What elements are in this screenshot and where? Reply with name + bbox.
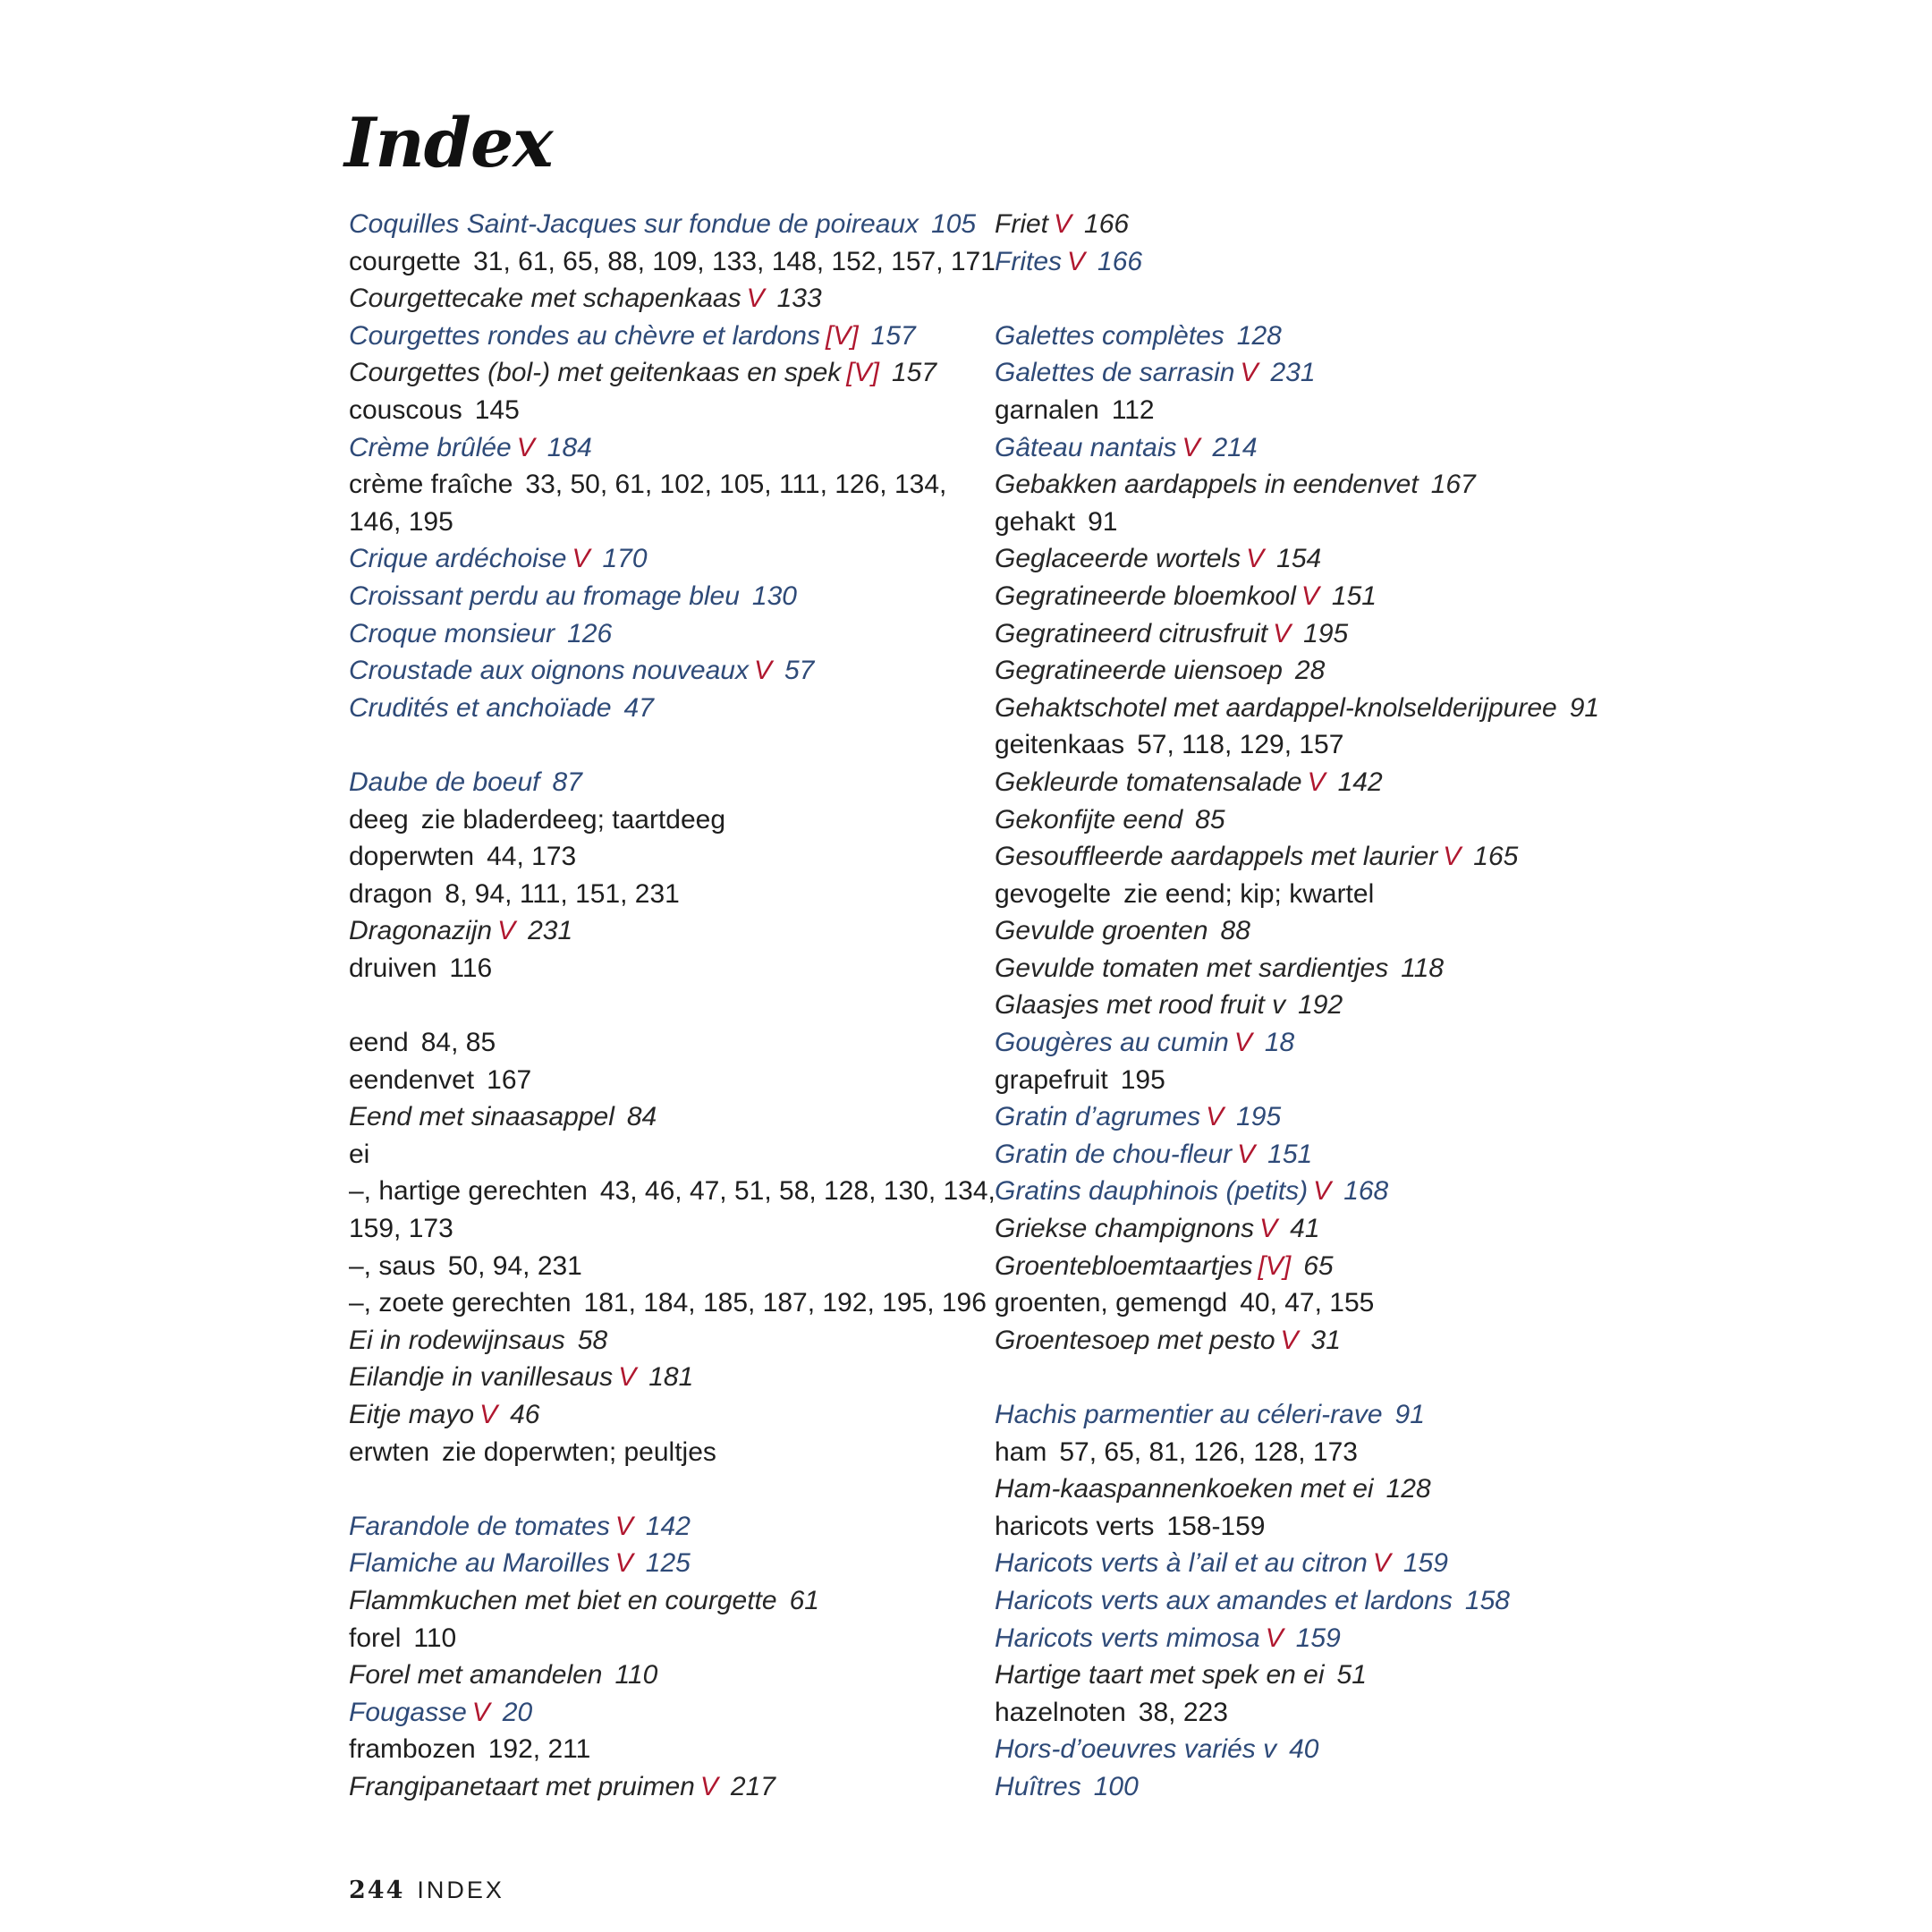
entry-pages: 44, 173 (487, 842, 577, 872)
entry-term: Daube de boeuf (349, 767, 540, 797)
entry-term: Crème brûlée (349, 432, 512, 462)
vegetarian-marker: V (572, 544, 590, 574)
entry-pages: 58 (577, 1325, 608, 1355)
entry-term: Gehaktschotel met aardappel-knolselderijpuree (995, 692, 1557, 723)
entry-pages: 151 (1331, 580, 1377, 611)
index-entry (349, 540, 975, 578)
index-entry (349, 1173, 996, 1210)
index-entry (995, 690, 1674, 727)
index-entry (349, 838, 975, 876)
index-entry (349, 912, 975, 950)
index-entry (995, 1248, 1674, 1285)
entry-term: Haricots verts mimosa (995, 1623, 1260, 1653)
entry-pages: zie doperwten; peultjes (442, 1436, 716, 1467)
index-entry (349, 1024, 975, 1062)
index-spacer (349, 987, 975, 1024)
entry-term: Eilandje in vanillesaus (349, 1362, 614, 1393)
entry-term: Gegratineerd citrusfruit (995, 618, 1268, 648)
entry-pages: zie bladerdeeg; taartdeeg (420, 804, 726, 835)
index-entry (349, 1396, 975, 1434)
entry-pages: 130 (751, 580, 797, 611)
entry-pages: 170 (602, 544, 648, 574)
entry-pages: 84, 85 (420, 1028, 496, 1058)
entry-pages: 157 (891, 358, 937, 388)
entry-term: Gevulde tomaten met sardientjes (995, 953, 1389, 983)
entry-pages: 40 (1289, 1734, 1319, 1765)
entry-pages: 181, 184, 185, 187, 192, 195, 196 (583, 1288, 987, 1318)
entry-term: Huîtres (995, 1771, 1081, 1801)
index-entry (995, 1210, 1674, 1248)
entry-term: Fougasse (349, 1697, 467, 1727)
entry-term: Gegratineerde uiensoep (995, 656, 1283, 686)
index-entry (349, 1620, 975, 1657)
entry-pages: 126 (567, 618, 613, 648)
index-entry (349, 615, 975, 653)
index-entry (995, 318, 1674, 355)
index-entry (349, 876, 975, 913)
entry-term: Gâteau nantais (995, 432, 1177, 462)
entry-term: Gougères au cumin (995, 1028, 1229, 1058)
index-entry (995, 876, 1674, 913)
entry-pages: 195 (1236, 1102, 1282, 1132)
entry-term: Ei in rodewijnsaus (349, 1325, 565, 1355)
entry-pages: 231 (528, 916, 573, 946)
entry-pages: 50, 94, 231 (447, 1250, 582, 1281)
entry-term: eendenvet (349, 1064, 475, 1095)
index-entry (349, 466, 975, 504)
vegetarian-marker: V (1443, 842, 1462, 872)
vegetarian-marker: V (1372, 1548, 1391, 1579)
index-entry (995, 206, 1674, 243)
entry-pages: 128 (1385, 1474, 1431, 1504)
entry-pages: 125 (645, 1548, 691, 1579)
entry-term: –, hartige gerechten (349, 1176, 588, 1207)
entry-pages: 128 (1236, 320, 1282, 351)
entry-term: Gekleurde tomatensalade (995, 767, 1302, 797)
index-entry (995, 540, 1674, 578)
vegetarian-marker: V (1280, 1325, 1299, 1355)
index-entry (995, 1694, 1674, 1732)
index-spacer (349, 1470, 975, 1508)
index-column-right (995, 206, 1674, 1806)
entry-pages: 47 (623, 692, 654, 723)
entry-pages: 195 (1120, 1064, 1165, 1095)
index-spacer (349, 726, 975, 764)
entry-pages: 159 (1402, 1548, 1448, 1579)
index-entry (995, 1768, 1674, 1806)
entry-pages: 100 (1093, 1771, 1139, 1801)
vegetarian-marker: V (1067, 246, 1086, 276)
entry-term: garnalen (995, 394, 1099, 425)
entry-term: grapefruit (995, 1064, 1108, 1095)
entry-pages: 167 (1430, 470, 1476, 500)
index-entry (995, 764, 1674, 801)
entry-term: Croque monsieur (349, 618, 555, 648)
vegetarian-marker: V (618, 1362, 637, 1393)
vegetarian-marker: V (1182, 432, 1200, 462)
entry-pages: 31, 61, 65, 88, 109, 133, 148, 152, 157, 171 (473, 246, 996, 276)
entry-pages: 18 (1264, 1028, 1295, 1058)
index-entry (349, 764, 975, 801)
index-entry (995, 504, 1674, 541)
entry-term: Farandole de tomates (349, 1511, 610, 1541)
entry-term: groenten, gemengd (995, 1288, 1228, 1318)
entry-pages: 195 (1303, 618, 1349, 648)
entry-pages: 157 (870, 320, 916, 351)
index-entry (349, 206, 975, 243)
entry-term: Geglaceerde wortels (995, 544, 1241, 574)
index-entry (995, 801, 1674, 839)
index-entry (995, 950, 1674, 987)
entry-term: Gesouffleerde aardappels met laurier (995, 842, 1438, 872)
entry-term: Ham-kaaspannenkoeken met ei (995, 1474, 1374, 1504)
entry-term: frambozen (349, 1734, 476, 1765)
entry-pages: 192 (1298, 990, 1343, 1021)
entry-term: Griekse champignons (995, 1214, 1255, 1244)
entry-pages: 168 (1343, 1176, 1389, 1207)
entry-term: druiven (349, 953, 437, 983)
entry-term: erwten (349, 1436, 430, 1467)
index-entry (349, 354, 975, 392)
entry-term: courgette (349, 246, 462, 276)
index-entry (995, 726, 1674, 764)
vegetarian-marker: V (1206, 1102, 1224, 1132)
vegetarian-marker: V (497, 916, 516, 946)
index-entry (349, 243, 996, 281)
page-number: 244 (349, 1877, 405, 1904)
index-entry (349, 1359, 975, 1396)
entry-pages: 181 (648, 1362, 694, 1393)
entry-term: Coquilles Saint-Jacques sur fondue de poireaux (349, 209, 919, 239)
entry-term: Gevulde groenten (995, 916, 1208, 946)
vegetarian-marker: V (1259, 1214, 1278, 1244)
entry-term: Haricots verts aux amandes et lardons (995, 1585, 1453, 1615)
index-entry (995, 1322, 1674, 1360)
entry-term: eend (349, 1028, 409, 1058)
index-entry (349, 318, 975, 355)
index-entry (349, 429, 975, 467)
vegetarian-marker: V (753, 656, 772, 686)
entry-pages: 31 (1310, 1325, 1341, 1355)
vegetarian-marker: V (746, 284, 765, 314)
index-entry (349, 1768, 975, 1806)
entry-term: Gekonfijte eend (995, 804, 1183, 835)
vegetarian-marker: V (614, 1548, 633, 1579)
entry-pages: 87 (552, 767, 582, 797)
vegetarian-marker: V (1233, 1028, 1252, 1058)
entry-pages: 85 (1195, 804, 1225, 835)
index-entry (349, 1322, 975, 1360)
index-entry (349, 1210, 975, 1248)
index-entry (349, 1508, 975, 1546)
entry-pages: 166 (1097, 246, 1143, 276)
entry-pages: 166 (1084, 209, 1130, 239)
index-entry (995, 1396, 1674, 1434)
index-entry (995, 1136, 1674, 1174)
index-entry (349, 1248, 975, 1285)
vegetarian-marker: V (1237, 1139, 1256, 1169)
vegetarian-marker: V (614, 1511, 633, 1541)
index-entry (995, 1024, 1674, 1062)
vegetarian-marker: V (1265, 1623, 1284, 1653)
entry-pages: 88 (1220, 916, 1250, 946)
entry-term: Courgettes rondes au chèvre et lardons (349, 320, 820, 351)
vegetarian-marker: V (1054, 209, 1072, 239)
entry-pages: 192, 211 (487, 1734, 591, 1765)
entry-term: gevogelte (995, 878, 1112, 909)
running-footer-label: INDEX (417, 1877, 504, 1903)
page-title: Index (344, 103, 553, 182)
entry-term: crème fraîche (349, 470, 513, 500)
index-entry (349, 504, 975, 541)
entry-pages: 110 (614, 1660, 658, 1690)
entry-pages: 84 (626, 1102, 657, 1132)
index-entry (349, 1062, 975, 1099)
index-entry (995, 1545, 1674, 1582)
index-entry (995, 1508, 1674, 1546)
entry-term: –, saus (349, 1250, 436, 1281)
entry-term: Dragonazijn (349, 916, 493, 946)
entry-pages: 51 (1336, 1660, 1367, 1690)
entry-pages: 43, 46, 47, 51, 58, 128, 130, 134, (599, 1176, 996, 1207)
entry-pages: 57, 65, 81, 126, 128, 173 (1059, 1436, 1358, 1467)
entry-pages: 61 (789, 1585, 819, 1615)
vegetarian-marker: V (1240, 358, 1258, 388)
entry-term: 159, 173 (349, 1214, 453, 1244)
entry-term: Croissant perdu au fromage bleu (349, 580, 740, 611)
entry-pages: 105 (931, 209, 977, 239)
page-footer (349, 1877, 504, 1904)
entry-term: deeg (349, 804, 409, 835)
vegetarian-marker: V (516, 432, 535, 462)
entry-pages: 41 (1290, 1214, 1320, 1244)
entry-pages: 214 (1212, 432, 1258, 462)
vegetarian-marker: V (471, 1697, 490, 1727)
entry-pages: 133 (776, 284, 822, 314)
entry-pages: 217 (730, 1771, 775, 1801)
entry-term: couscous (349, 394, 462, 425)
entry-pages: 91 (1394, 1400, 1425, 1429)
entry-term: Courgettecake met schapenkaas (349, 284, 741, 314)
entry-pages: 145 (474, 394, 520, 425)
entry-term: Glaasjes met rood fruit v (995, 990, 1286, 1021)
index-entry (995, 652, 1674, 690)
entry-pages: 65 (1303, 1250, 1334, 1281)
entry-pages: 158 (1464, 1585, 1510, 1615)
index-entry (995, 243, 1674, 281)
entry-term: Flamiche au Maroilles (349, 1548, 610, 1579)
index-entry (349, 1284, 987, 1322)
entry-term: forel (349, 1623, 402, 1653)
entry-pages: 40, 47, 155 (1240, 1288, 1375, 1318)
vegetarian-marker: V (1313, 1176, 1332, 1207)
index-entry (349, 950, 975, 987)
vegetarian-marker: V (1246, 544, 1265, 574)
index-entry (349, 1434, 975, 1471)
entry-pages: 167 (487, 1064, 532, 1095)
entry-pages: zie eend; kip; kwartel (1123, 878, 1375, 909)
entry-term: Frangipanetaart met pruimen (349, 1771, 695, 1801)
entry-pages: 46 (510, 1400, 540, 1429)
entry-term: 146, 195 (349, 506, 453, 537)
entry-term: Gegratineerde bloemkool (995, 580, 1296, 611)
entry-pages: 57 (784, 656, 815, 686)
entry-pages: 142 (1337, 767, 1383, 797)
entry-term: haricots verts (995, 1511, 1155, 1541)
vegetarian-marker: V (1307, 767, 1326, 797)
entry-term: Groentesoep met pesto (995, 1325, 1275, 1355)
index-entry (995, 838, 1674, 876)
entry-term: Courgettes (bol-) met geitenkaas en spek (349, 358, 842, 388)
entry-pages: 142 (645, 1511, 691, 1541)
entry-pages: 110 (413, 1623, 457, 1653)
entry-pages: 20 (502, 1697, 533, 1727)
index-entry (995, 392, 1674, 429)
entry-pages: 57, 118, 129, 157 (1137, 730, 1344, 760)
entry-term: Gebakken aardappels in eendenvet (995, 470, 1419, 500)
entry-pages: 154 (1276, 544, 1322, 574)
index-entry (995, 1434, 1674, 1471)
entry-term: Galettes complètes (995, 320, 1224, 351)
entry-term: hazelnoten (995, 1697, 1126, 1727)
index-entry (995, 1620, 1674, 1657)
entry-term: dragon (349, 878, 433, 909)
index-entry (349, 1694, 975, 1732)
entry-pages: 165 (1473, 842, 1519, 872)
index-entry (349, 1545, 975, 1582)
entry-term: Galettes de sarrasin (995, 358, 1235, 388)
vegetarian-marker: V (699, 1771, 718, 1801)
index-entry (995, 1582, 1674, 1620)
entry-term: –, zoete gerechten (349, 1288, 572, 1318)
index-entry (349, 801, 975, 839)
entry-pages: 158-159 (1166, 1511, 1266, 1541)
index-entry (349, 1098, 975, 1136)
entry-pages: 231 (1270, 358, 1316, 388)
entry-pages: 91 (1088, 506, 1118, 537)
index-column-left (349, 206, 996, 1806)
entry-term: doperwten (349, 842, 475, 872)
index-entry (349, 578, 975, 615)
entry-term: Hachis parmentier au céleri-rave (995, 1400, 1383, 1429)
vegetarian-marker: V (1273, 618, 1292, 648)
index-entry (995, 578, 1674, 615)
entry-pages: 91 (1569, 692, 1600, 723)
entry-pages: 116 (449, 953, 493, 983)
entry-term: ham (995, 1436, 1047, 1467)
entry-term: Haricots verts à l’ail et au citron (995, 1548, 1368, 1579)
index-entry (995, 987, 1674, 1024)
vegetarian-marker: V (479, 1400, 498, 1429)
index-entry (349, 652, 975, 690)
entry-term: Hartige taart met spek en ei (995, 1660, 1325, 1690)
index-spacer (995, 280, 1674, 318)
entry-term: Croustade aux oignons nouveaux (349, 656, 749, 686)
entry-term: gehakt (995, 506, 1076, 537)
entry-term: Frites (995, 246, 1062, 276)
entry-pages: 8, 94, 111, 151, 231 (445, 878, 680, 909)
vegetarian-marker: [V] (1258, 1250, 1292, 1281)
index-entry (995, 429, 1674, 467)
entry-pages: 33, 50, 61, 102, 105, 111, 126, 134, (525, 470, 947, 500)
index-entry (349, 392, 975, 429)
index-entry (995, 1731, 1674, 1768)
index-entry (995, 1657, 1674, 1694)
entry-term: Crique ardéchoise (349, 544, 567, 574)
entry-pages: 28 (1294, 656, 1326, 686)
index-entry (995, 354, 1674, 392)
entry-term: Eend met sinaasappel (349, 1102, 614, 1132)
index-entry (349, 280, 975, 318)
index-entry (995, 466, 1674, 504)
index-entry (995, 1470, 1674, 1508)
entry-pages: 184 (547, 432, 592, 462)
entry-term: ei (349, 1139, 370, 1169)
entry-term: Gratin d’agrumes (995, 1102, 1201, 1132)
entry-term: Friet (995, 209, 1048, 239)
entry-pages: 38, 223 (1138, 1697, 1228, 1727)
entry-pages: 118 (1401, 953, 1445, 983)
index-entry (995, 1098, 1674, 1136)
vegetarian-marker: V (1301, 580, 1319, 611)
index-entry (995, 912, 1674, 950)
entry-pages: 159 (1295, 1623, 1341, 1653)
entry-pages: 151 (1267, 1139, 1313, 1169)
entry-term: Gratins dauphinois (petits) (995, 1176, 1309, 1207)
vegetarian-marker: [V] (846, 358, 879, 388)
entry-term: Forel met amandelen (349, 1660, 603, 1690)
index-entry (995, 1173, 1674, 1210)
entry-pages: 112 (1111, 394, 1155, 425)
entry-term: Hors-d’oeuvres variés v (995, 1734, 1277, 1765)
entry-term: Flammkuchen met biet en courgette (349, 1585, 777, 1615)
index-entry (349, 1136, 975, 1174)
index-entry (349, 690, 975, 727)
index-entry (349, 1731, 975, 1768)
entry-term: Crudités et anchoïade (349, 692, 612, 723)
index-entry (995, 615, 1674, 653)
index-entry (349, 1582, 975, 1620)
index-spacer (995, 1359, 1674, 1396)
index-entry (995, 1284, 1674, 1322)
entry-term: Eitje mayo (349, 1400, 475, 1429)
entry-term: Gratin de chou-fleur (995, 1139, 1233, 1169)
entry-term: geitenkaas (995, 730, 1125, 760)
vegetarian-marker: [V] (825, 320, 859, 351)
index-entry (995, 1062, 1674, 1099)
index-entry (349, 1657, 975, 1694)
entry-term: Groentebloemtaartjes (995, 1250, 1253, 1281)
